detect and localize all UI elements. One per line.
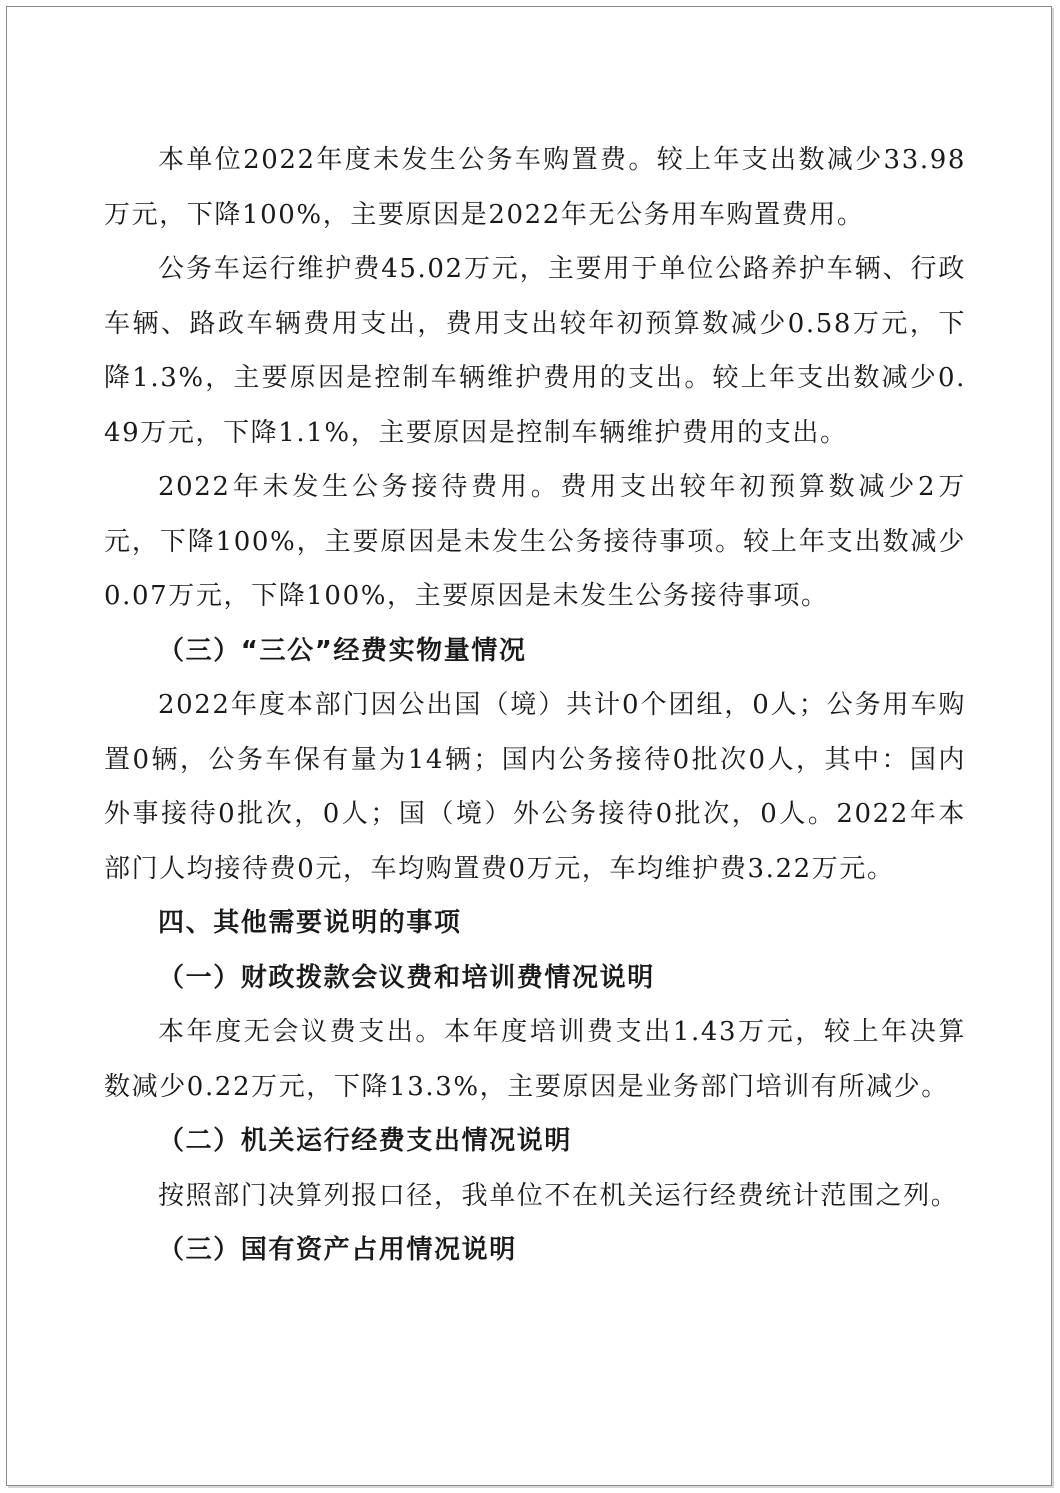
document-body — [104, 133, 966, 1278]
paragraph-meeting-training: 本年度无会议费支出。本年度培训费支出1.43万元，较上年决算数减少0.22万元，下降13.3%，主要原因是业务部门培训有所减少。 — [104, 1017, 966, 1102]
heading-meeting-training: （一）财政拨款会议费和培训费情况说明 — [158, 962, 655, 993]
heading-other-matters: 四、其他需要说明的事项 — [158, 908, 462, 938]
heading-physical-quantity: （三）“三公”经费实物量情况 — [158, 635, 527, 666]
paragraph-reception: 2022年未发生公务接待费用。费用支出较年初预算数减少2万元，下降100%，主要原因是未发生公务接待事项。较上年支出数减少0.07万元，下降100%，主要原因是未发生公务接待事项。 — [104, 472, 966, 611]
paragraph-operating-expenses: 按照部门决算列报口径，我单位不在机关运行经费统计范围之列。 — [158, 1180, 959, 1211]
heading-operating-expenses: （二）机关运行经费支出情况说明 — [158, 1126, 573, 1156]
heading-state-assets: （三）国有资产占用情况说明 — [158, 1235, 517, 1265]
paragraph-vehicle-maintenance: 公务车运行维护费45.02万元，主要用于单位公路养护车辆、行政车辆、路政车辆费用支出，费用支出较年初预算数减少0.58万元，下降1.3%，主要原因是控制车辆维护费用的支出。较上年支出数减少0.49万元，下降1.1%，主要原因是控制车辆维护费用的支出。 — [104, 254, 966, 448]
paragraph-physical-quantity: 2022年度本部门因公出国（境）共计0个团组，0人；公务用车购置0辆，公务车保有量为14辆；国内公务接待0批次0人，其中：国内外事接待0批次，0人；国（境）外公务接待0批次，0人。2022年本部门人均接待费0元，车均购置费0万元，车均维护费3.22万元。 — [104, 690, 966, 884]
paragraph-vehicle-purchase: 本单位2022年度未发生公务车购置费。较上年支出数减少33.98万元，下降100%，主要原因是2022年无公务用车购置费用。 — [104, 145, 966, 230]
